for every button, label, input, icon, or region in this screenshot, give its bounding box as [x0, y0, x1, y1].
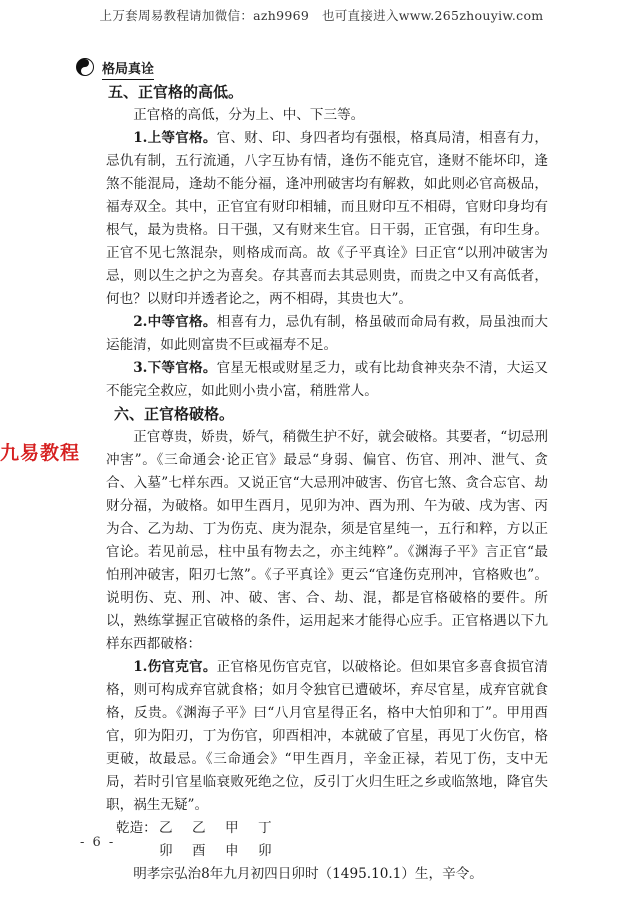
- middle-grade-label: 2.中等官格。: [133, 314, 217, 330]
- bazi-branch: 卯: [159, 843, 173, 859]
- heading-6: 六、正官格破格。: [114, 405, 235, 423]
- watermark-logo: 九易教程: [0, 442, 81, 464]
- bazi-branch: 酉: [192, 843, 206, 859]
- lower-grade-label: 3.下等官格。: [133, 360, 217, 376]
- paragraph-intro: 正官格的高低，分为上、中、下三等。: [133, 107, 365, 123]
- upper-grade-text: 官、财、印、身四者均有强根，格真局清，相喜有力，忌仇有制，五行流通，八字互协有情，逢伤不能克官，逢财不能坏印，逢煞不能混局，逢劫不能分福，逢冲刑破害均有解救，如此则必官高极品，福寿双全。其中，正官宜有财印相辅，而且财印互不相碍，官财印身均有根气，最为贵格。日干强，又有财来生官。日干弱，正官强，有印生身。正官不见七煞混杂，则格成而高。故《子平真诠》曰正官“以刑冲破害为忌，则以生之护之为喜矣。存其喜而去其忌则贵，而贵之中又有高低者，何也？以财印并透者论之，两不相碍，其贵也大”。: [106, 130, 548, 307]
- top-banner: 上万套周易教程请加微信：azh9969 也可直接进入www.265zhouyiw.com: [99, 8, 544, 23]
- paragraph-lower-grade: [106, 357, 548, 403]
- bazi-stem: 乙: [192, 820, 206, 836]
- paragraph-break-rules: 正官尊贵，娇贵，娇气，稍微生护不好，就会破格。其要者，“切忌刑冲害”。《三命通会·论正官》最忌“身弱、偏官、伤官、刑冲、泄气、贪合、入墓”七样东西。又说正官“大忌刑冲破害、伤官七煞、贪合忘官、劫财分福，为破格。如甲生酉月，见卯为冲、酉为刑、午为破、戌为害、丙为合、乙为劫、丁为伤克、庚为混杂，须是官星纯一，五行和粹，方以正官论。若见前忌，柱中虽有物去之，亦主纯粹”。《渊海子平》言正官“最怕刑冲破害，阳刃七煞”。《子平真诠》更云“官逢伤克刑冲，官格败也”。说明伤、克、刑、冲、破、害、合、劫、混，都是官格破格的要件。所以，熟练掌握正官破格的条件，运用起来才能得心应手。正官格遇以下九样东西都破格：: [106, 429, 548, 652]
- bazi-label: 乾造：: [116, 820, 157, 836]
- bazi-branch: 卯: [258, 843, 272, 859]
- upper-grade-label: 1.上等官格。: [133, 130, 217, 146]
- paragraph-middle-grade: [106, 311, 548, 357]
- bazi-stems-row: [106, 817, 548, 840]
- page-body: [106, 81, 548, 886]
- yin-yang-icon: [76, 58, 94, 76]
- bazi-stem: 丁: [258, 820, 272, 836]
- middle-grade-text: 相喜有力，忌仇有制，格虽破而命局有救，局虽浊而大运能清，如此则富贵不巨或福寿不足。: [106, 314, 548, 353]
- section-tag: 格局真诠: [102, 58, 154, 80]
- shangguan-text: 正官格见伤官克官，以破格论。但如果官多喜食损官清格，则可构成弃官就食格；如月令独官已遭破坏，弃尽官星，成弃官就食格，反贵。《渊海子平》曰“八月官星得正名，格中大怕卯和丁”。甲用酉官，卯为阳刃，丁为伤官，卯酉相冲，本就破了官星，再见丁火伤官，格更破，故最忌。《三命通会》“甲生酉月，辛金正禄，若见丁伤，支中无局，若时引官星临衰败死绝之位，反引丁火归生旺之乡或临煞地，降官失职，祸生无疑”。: [106, 659, 548, 813]
- bazi-stem: 乙: [159, 820, 173, 836]
- bazi-stem: 甲: [225, 820, 239, 836]
- page-number: - 6 -: [80, 835, 116, 850]
- bazi-branch: 申: [225, 843, 239, 859]
- paragraph-shangguan: [106, 656, 548, 817]
- heading-5: 五、正官格的高低。: [108, 83, 244, 101]
- paragraph-upper-grade: [106, 127, 548, 311]
- bazi-branches-row: [106, 840, 548, 863]
- shangguan-label: 1.伤官克官。: [133, 659, 217, 675]
- section-header: [76, 50, 176, 80]
- lower-grade-text: 官星无根或财星乏力，或有比劫食神夹杂不清，大运又不能完全救应，如此则小贵小富，稍胜常人。: [106, 360, 548, 399]
- paragraph-birth: 明孝宗弘治8年九月初四日卯时（1495.10.1）生，辛令。: [133, 866, 483, 882]
